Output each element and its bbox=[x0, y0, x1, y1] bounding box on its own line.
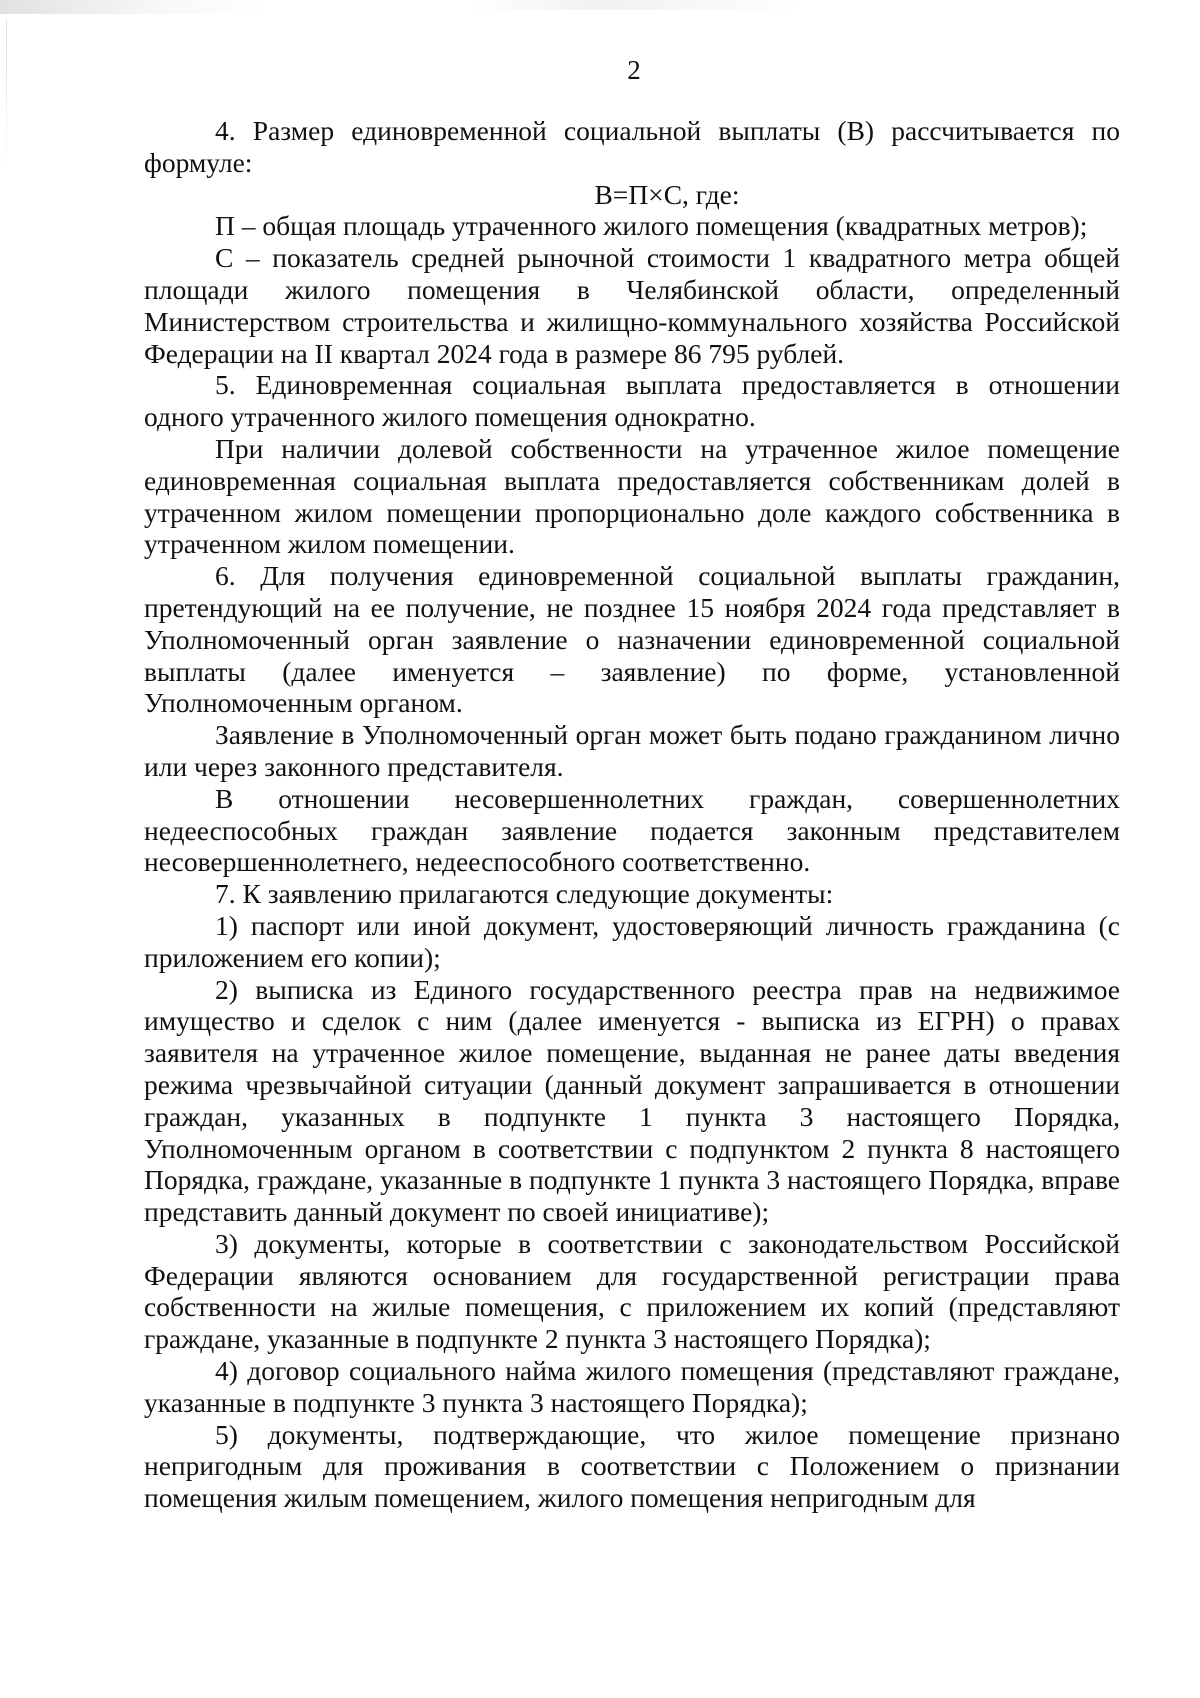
paragraph-6: 6. Для получения единовременной социальной выплаты гражданин, претендующий на ее получение, не позднее 15 ноября 2024 года представляет в Уполномоченный орган заявление о назначении единовременной социальной выплаты (далее именуется – заявление) по форме, установленной Уполномоченным органом. bbox=[144, 560, 1120, 719]
paragraph-7: 7. К заявлению прилагаются следующие документы: bbox=[215, 878, 834, 910]
list-item-1: 1) паспорт или иной документ, удостоверяющий личность гражданина (с приложением его копии); bbox=[144, 909, 1120, 973]
paragraph-minors: В отношении несовершеннолетних граждан, совершеннолетних недееспособных граждан заявление подается законным представителем несовершеннолетнего, недееспособного соответственно. bbox=[144, 782, 1120, 878]
list-item-2: 2) выписка из Единого государственного реестра прав на недвижимое имущество и сделок с ним (далее именуется - выписка из ЕГРН) о правах заявителя на утраченное жилое помещение, выданная не ранее даты введения режима чрезвычайной ситуации (данный документ запрашивается в отношении граждан, указанных в подпункте 1 пункта 3 настоящего Порядка, Уполномоченным органом в соответствии с подпунктом 2 пункта 8 настоящего Порядка, граждане, указанные в подпункте 1 пункта 3 настоящего Порядка, вправе представить данный документ по своей инициативе); bbox=[144, 973, 1120, 1228]
list-item-3: 3) документы, которые в соответствии с законодательством Российской Федерации являются основанием для государственной регистрации права собственности на жилые помещения, с приложением их копий (представляют граждане, указанные в подпункте 2 пункта 3 настоящего Порядка); bbox=[144, 1227, 1120, 1355]
paragraph-shared-ownership: При наличии долевой собственности на утраченное жилое помещение единовременная социальная выплата предоставляется собственникам долей в утраченном жилом помещении пропорционально доле каждого собственника в утраченном жилом помещении. bbox=[144, 432, 1120, 560]
formula-definition-p: П – общая площадь утраченного жилого помещения (квадратных метров); bbox=[215, 210, 1088, 242]
page-number: 2 bbox=[627, 55, 641, 85]
scan-artifact bbox=[6, 20, 7, 180]
document-body bbox=[144, 115, 1120, 1514]
scan-artifact bbox=[470, 0, 800, 10]
formula-definition-c: С – показатель средней рыночной стоимости 1 квадратного метра общей площади жилого помещения в Челябинской области, определенный Министерством строительства и жилищно-коммунального хозяйства Российской Федерации на II квартал 2024 года в размере 86 795 рублей. bbox=[144, 242, 1120, 369]
formula: В=П×С, где: bbox=[594, 178, 740, 210]
paragraph-5: 5. Единовременная социальная выплата предоставляется в отношении одного утраченного жилого помещения однократно. bbox=[144, 369, 1120, 433]
paragraph-application-submission: Заявление в Уполномоченный орган может быть подано гражданином лично или через законного представителя. bbox=[144, 719, 1120, 782]
scan-artifact bbox=[0, 0, 270, 14]
paragraph-4: 4. Размер единовременной социальной выплаты (В) рассчитывается по формуле: bbox=[144, 115, 1120, 178]
list-item-5: 5) документы, подтверждающие, что жилое помещение признано непригодным для проживания в соответствии с Положением о признании помещения жилым помещением, жилого помещения непригодным для bbox=[144, 1418, 1120, 1514]
list-item-4: 4) договор социального найма жилого помещения (представляют граждане, указанные в подпункте 3 пункта 3 настоящего Порядка); bbox=[144, 1355, 1120, 1418]
